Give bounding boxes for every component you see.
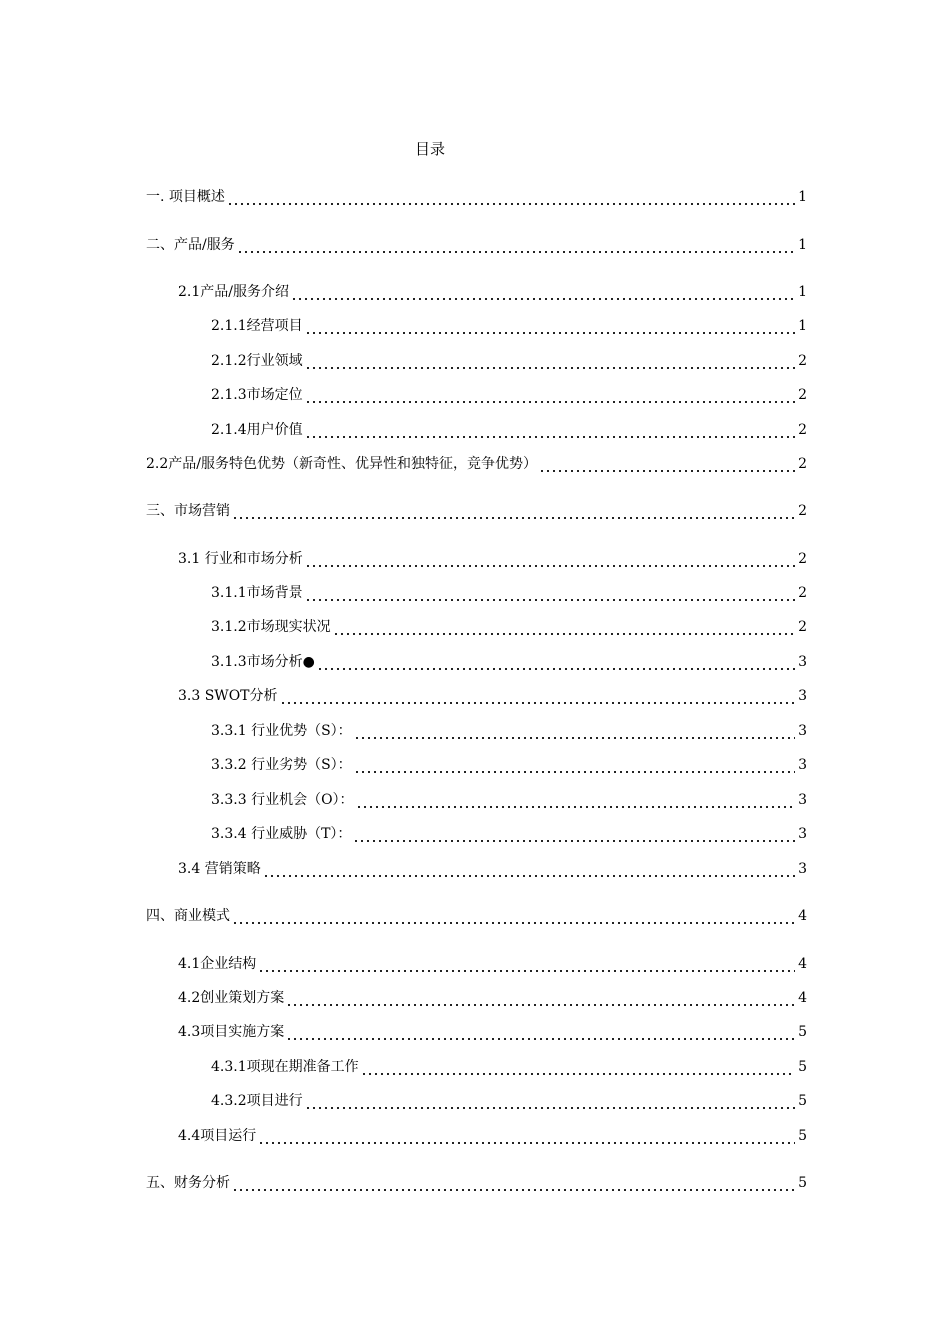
toc-entry-label: 三、市场营销: [146, 503, 230, 519]
toc-entry[interactable]: [211, 650, 807, 672]
toc-entry-page: 2: [798, 619, 807, 635]
toc-dot-leader: [317, 652, 795, 672]
toc-dot-leader: [356, 790, 795, 810]
toc-entry-page: 3: [798, 826, 807, 842]
toc-entry-label: 3.1.2市场现实状况: [211, 619, 331, 635]
toc-dot-leader: [305, 549, 795, 569]
toc-entry-label: 3.4 营销策略: [178, 861, 261, 877]
toc-entry[interactable]: [211, 1089, 807, 1111]
toc-entry[interactable]: [211, 753, 807, 775]
toc-entry-page: 2: [798, 422, 807, 438]
toc-entry-page: 5: [798, 1128, 807, 1144]
toc-dot-leader: [305, 385, 795, 405]
toc-entry-label: 4.2创业策划方案: [178, 990, 285, 1006]
toc-entry[interactable]: [211, 788, 807, 810]
toc-entry-label: 3.1.1市场背景: [211, 585, 303, 601]
toc-entry-page: 5: [798, 1093, 807, 1109]
toc-entry-label: 2.1产品/服务介绍: [178, 284, 289, 300]
toc-entry[interactable]: [211, 719, 807, 741]
toc-entry-label: 2.1.2行业领域: [211, 353, 303, 369]
toc-entry-label: 二、产品/服务: [146, 237, 235, 253]
toc-entry-label: 五、财务分析: [146, 1175, 230, 1191]
toc-dot-leader: [354, 721, 795, 741]
toc-entry-label: 3.3.4 行业威胁（T）：: [211, 826, 352, 842]
toc-entry-page: 2: [798, 456, 807, 472]
toc-entry-page: 3: [798, 723, 807, 739]
toc-entry-page: 3: [798, 792, 807, 808]
toc-entry-label: 3.3.3 行业机会（O）：: [211, 792, 354, 808]
toc-entry[interactable]: [146, 499, 807, 521]
toc-entry-page: 5: [798, 1175, 807, 1191]
toc-entry[interactable]: [178, 952, 807, 974]
toc-entry-page: 1: [798, 318, 807, 334]
toc-entry-label: 2.1.1经营项目: [211, 318, 303, 334]
toc-dot-leader: [305, 420, 795, 440]
toc-entry[interactable]: [178, 986, 807, 1008]
toc-dot-leader: [232, 501, 795, 521]
toc-entry-page: 3: [798, 861, 807, 877]
toc-entry-label: 4.1企业结构: [178, 956, 257, 972]
toc-title: 目录: [414, 140, 445, 158]
toc-entry-page: 2: [798, 387, 807, 403]
toc-entry[interactable]: [211, 418, 807, 440]
toc-entry-page: 5: [798, 1024, 807, 1040]
toc-entry[interactable]: [178, 547, 807, 569]
toc-entry-page: 3: [798, 757, 807, 773]
toc-entry-page: 4: [798, 990, 807, 1006]
toc-entry-label: 4.3.2项目进行: [211, 1093, 303, 1109]
toc-dot-leader: [333, 617, 795, 637]
toc-dot-leader: [305, 351, 795, 371]
toc-entry-label: 一. 项目概述: [146, 189, 225, 205]
toc-entry-label: 2.1.3市场定位: [211, 387, 303, 403]
toc-entry-page: 3: [798, 654, 807, 670]
toc-entry-label: 四、商业模式: [146, 908, 230, 924]
toc-dot-leader: [232, 906, 795, 926]
toc-entry[interactable]: [211, 349, 807, 371]
toc-dot-leader: [305, 316, 795, 336]
toc-entry[interactable]: [211, 822, 807, 844]
toc-entry-page: 3: [798, 688, 807, 704]
toc-entry[interactable]: [211, 383, 807, 405]
toc-entry[interactable]: [146, 185, 807, 207]
toc-entry[interactable]: [178, 1124, 807, 1146]
toc-dot-leader: [286, 988, 795, 1008]
toc-entry-page: 5: [798, 1059, 807, 1075]
toc-entry-page: 2: [798, 585, 807, 601]
toc-entry[interactable]: [178, 280, 807, 302]
toc-entry-page: 1: [798, 189, 807, 205]
toc-entry-label: 2.2产品/服务特色优势（新奇性、优异性和独特征，竞争优势）: [146, 456, 537, 472]
toc-entry[interactable]: [146, 233, 807, 255]
toc-entry[interactable]: [211, 615, 807, 637]
toc-dot-leader: [237, 235, 795, 255]
toc-dot-leader: [291, 282, 795, 302]
toc-dot-leader: [305, 583, 795, 603]
toc-entry-page: 2: [798, 353, 807, 369]
toc-entry-label: 3.3.1 行业优势（S）：: [211, 723, 352, 739]
toc-entry-label: 4.3.1项现在期准备工作: [211, 1059, 359, 1075]
toc-entry-label: 4.3项目实施方案: [178, 1024, 285, 1040]
toc-dot-leader: [361, 1057, 795, 1077]
toc-dot-leader: [305, 1091, 795, 1111]
toc-entry-label: 3.3 SWOT分析: [178, 688, 278, 704]
toc-entry-page: 4: [798, 908, 807, 924]
toc-entry[interactable]: [146, 1171, 807, 1193]
toc-entry[interactable]: [178, 1020, 807, 1042]
toc-dot-leader: [258, 1126, 795, 1146]
toc-entry[interactable]: [178, 684, 807, 706]
toc-entry-label: 3.1.3市场分析●: [211, 654, 315, 670]
toc-entry[interactable]: [146, 452, 807, 474]
toc-entry-label: 3.3.2 行业劣势（S）：: [211, 757, 352, 773]
toc-dot-leader: [232, 1173, 795, 1193]
toc-dot-leader: [353, 824, 795, 844]
toc-entry-page: 1: [798, 237, 807, 253]
toc-entry[interactable]: [178, 857, 807, 879]
toc-entry-label: 3.1 行业和市场分析: [178, 551, 303, 567]
toc-entry[interactable]: [146, 904, 807, 926]
toc-dot-leader: [227, 187, 795, 207]
toc-dot-leader: [354, 755, 795, 775]
toc-entry-label: 4.4项目运行: [178, 1128, 257, 1144]
toc-entry-page: 4: [798, 956, 807, 972]
toc-entry[interactable]: [211, 1055, 807, 1077]
toc-entry-page: 2: [798, 503, 807, 519]
toc-dot-leader: [263, 859, 795, 879]
toc-entry-label: 2.1.4用户价值: [211, 422, 303, 438]
toc-dot-leader: [280, 686, 795, 706]
toc-dot-leader: [539, 454, 795, 474]
toc-entry-page: 2: [798, 551, 807, 567]
toc-dot-leader: [258, 954, 795, 974]
toc-entry-page: 1: [798, 284, 807, 300]
toc-entry[interactable]: [211, 581, 807, 603]
toc-dot-leader: [286, 1022, 795, 1042]
toc-entry[interactable]: [211, 314, 807, 336]
